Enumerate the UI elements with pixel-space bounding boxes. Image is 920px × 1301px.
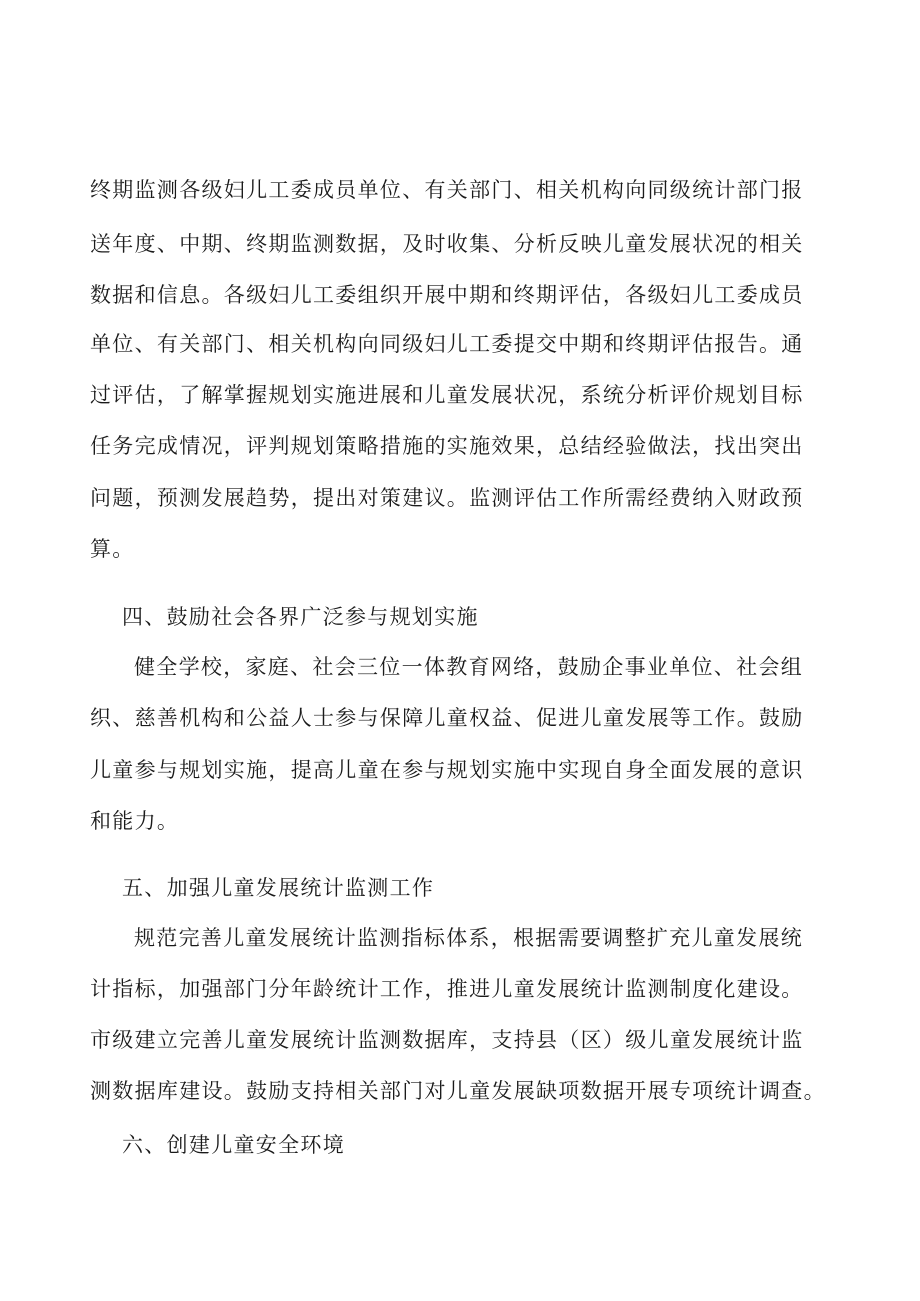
paragraph-1-line-8: 算。	[90, 537, 135, 561]
paragraph-5-line-2: 计指标，加强部门分年龄统计工作，推进儿童发展统计监测制度化建设。	[90, 977, 804, 1001]
section-heading-5: 五、加强儿童发展统计监测工作	[122, 876, 435, 900]
paragraph-4-line-1: 健全学校，家庭、社会三位一体教育网络，鼓励企事业单位、社会组	[134, 655, 803, 679]
paragraph-4-line-4: 和能力。	[90, 809, 180, 833]
paragraph-1-line-4: 单位、有关部门、相关机构向同级妇儿工委提交中期和终期评估报告。通	[90, 332, 804, 356]
paragraph-4-line-3: 儿童参与规划实施，提高儿童在参与规划实施中实现自身全面发展的意识	[90, 758, 804, 782]
section-heading-6: 六、创建儿童安全环境	[122, 1133, 345, 1157]
paragraph-5-line-3: 市级建立完善儿童发展统计监测数据库，支持县（区）级儿童发展统计监	[90, 1028, 804, 1052]
paragraph-1-line-2: 送年度、中期、终期监测数据，及时收集、分析反映儿童发展状况的相关	[90, 232, 804, 256]
section-heading-4: 四、鼓励社会各界广泛参与规划实施	[122, 605, 479, 629]
paragraph-1-line-5: 过评估，了解掌握规划实施进展和儿童发展状况，系统分析评价规划目标	[90, 383, 804, 407]
paragraph-5-line-1: 规范完善儿童发展统计监测指标体系，根据需要调整扩充儿童发展统	[134, 926, 803, 950]
paragraph-1-line-1: 终期监测各级妇儿工委成员单位、有关部门、相关机构向同级统计部门报	[90, 178, 804, 202]
paragraph-4-line-2: 织、慈善机构和公益人士参与保障儿童权益、促进儿童发展等工作。鼓励	[90, 706, 804, 730]
paragraph-5-line-4: 测数据库建设。鼓励支持相关部门对儿童发展缺项数据开展专项统计调查。	[90, 1079, 826, 1103]
paragraph-1-line-3: 数据和信息。各级妇儿工委组织开展中期和终期评估，各级妇儿工委成员	[90, 283, 804, 307]
paragraph-1-line-6: 任务完成情况，评判规划策略措施的实施效果，总结经验做法，找出突出	[90, 434, 804, 458]
paragraph-1-line-7: 问题，预测发展趋势，提出对策建议。监测评估工作所需经费纳入财政预	[90, 486, 804, 510]
